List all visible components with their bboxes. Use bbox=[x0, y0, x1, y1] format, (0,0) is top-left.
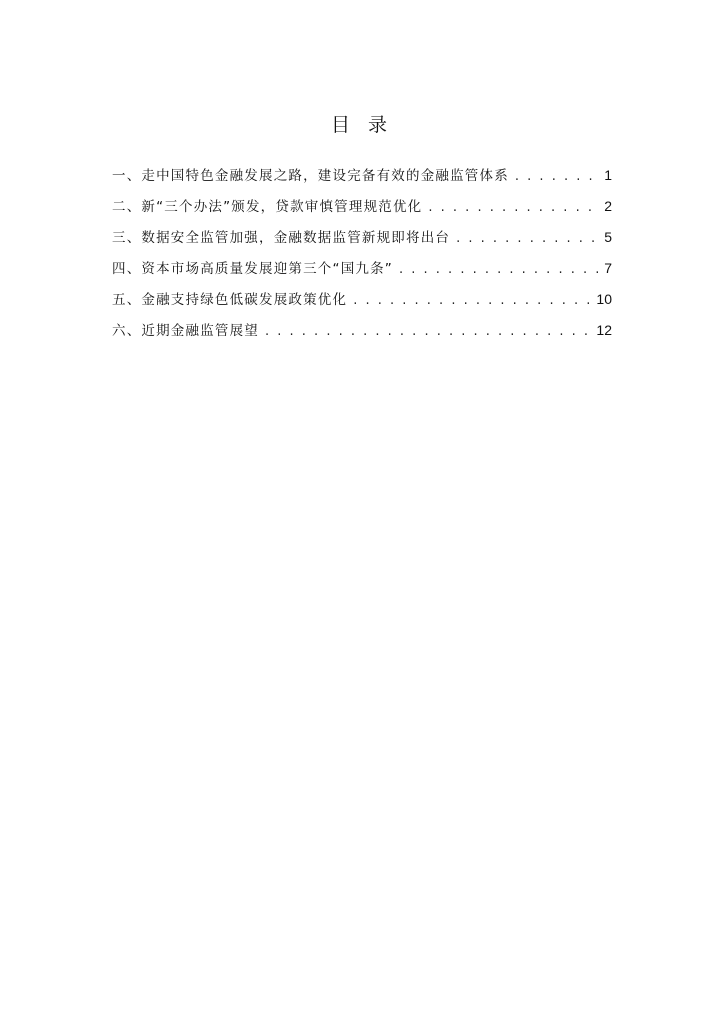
toc-entry[interactable] bbox=[112, 191, 612, 222]
toc-entry-page-number: 12 bbox=[596, 322, 612, 338]
toc-entry-text: 二、新“三个办法”颁发，贷款审慎管理规范优化 bbox=[112, 199, 423, 215]
toc-entry[interactable] bbox=[112, 222, 612, 253]
toc-title: 目 录 bbox=[330, 114, 394, 136]
dot-leader bbox=[456, 223, 598, 254]
toc-entry-text: 一、走中国特色金融发展之路，建设完备有效的金融监管体系 bbox=[112, 168, 509, 184]
toc-entry[interactable] bbox=[112, 160, 612, 191]
toc-entry[interactable] bbox=[112, 253, 612, 284]
dot-leader bbox=[515, 161, 598, 192]
toc-entry-page-number: 5 bbox=[604, 229, 612, 245]
dot-leader bbox=[428, 192, 598, 223]
toc-entry-text: 五、金融支持绿色低碳发展政策优化 bbox=[112, 292, 348, 308]
toc-entry-text: 六、近期金融监管展望 bbox=[112, 323, 259, 339]
toc-entry-page-number: 2 bbox=[604, 198, 612, 214]
toc-entry-text: 四、资本市场高质量发展迎第三个“国九条” bbox=[112, 261, 393, 277]
table-of-contents bbox=[112, 160, 612, 346]
toc-entry-page-number: 7 bbox=[604, 260, 612, 276]
toc-entry[interactable] bbox=[112, 284, 612, 315]
toc-entry-page-number: 10 bbox=[596, 291, 612, 307]
toc-entry[interactable] bbox=[112, 315, 612, 346]
dot-leader bbox=[265, 316, 590, 347]
dot-leader bbox=[353, 285, 590, 316]
dot-leader bbox=[399, 254, 598, 285]
toc-entry-text: 三、数据安全监管加强，金融数据监管新规即将出台 bbox=[112, 230, 451, 246]
toc-entry-page-number: 1 bbox=[604, 167, 612, 183]
